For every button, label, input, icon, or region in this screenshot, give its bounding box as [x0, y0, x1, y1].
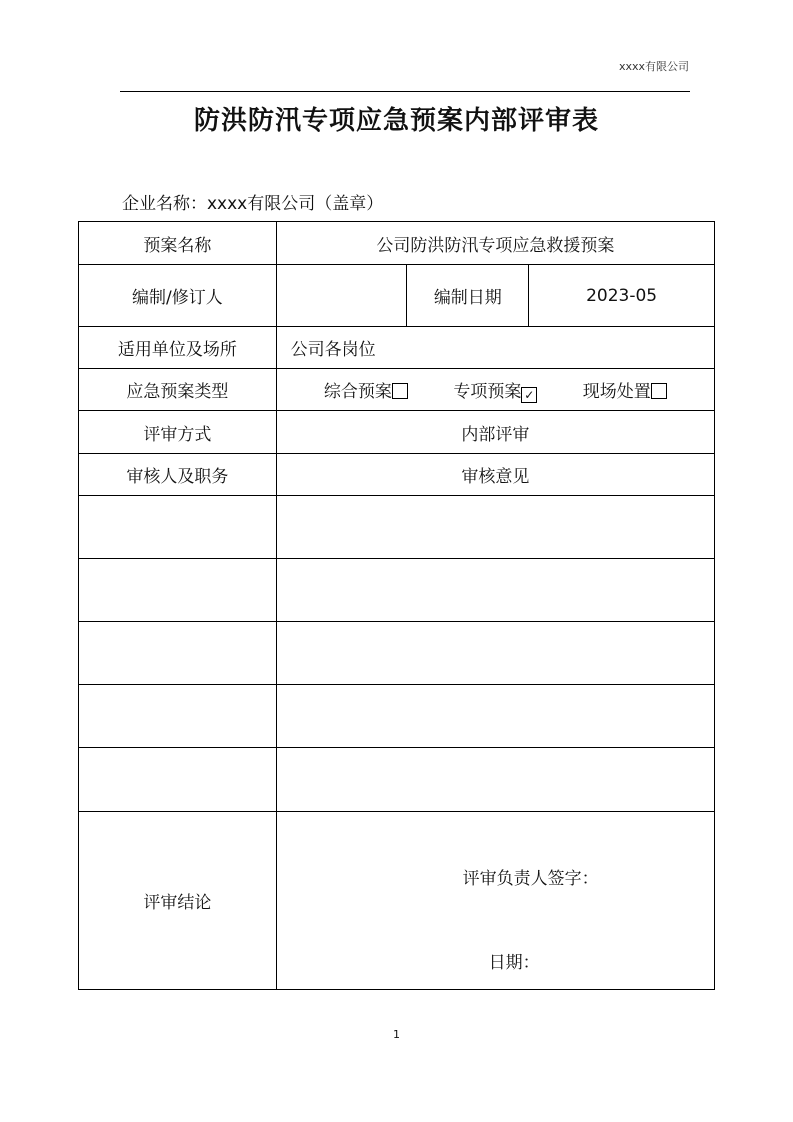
header-divider: [120, 91, 690, 92]
type-comprehensive: 综合预案: [323, 381, 392, 402]
table-row: [79, 748, 715, 812]
conclusion-label: 评审结论: [79, 812, 277, 990]
sign-date-label: 日期：: [488, 953, 540, 973]
editor-label: 编制/修订人: [79, 265, 277, 327]
page-number: 1: [393, 1028, 400, 1041]
plan-name-label: 预案名称: [79, 222, 277, 265]
opinion-label: 审核意见: [276, 454, 714, 496]
table-row: [79, 559, 715, 622]
company-name: 企业名称：xxxx有限公司（盖章）: [122, 194, 384, 214]
checkbox-special[interactable]: ✓: [521, 387, 537, 403]
editor-value: [276, 265, 407, 327]
checkbox-onsite[interactable]: [651, 383, 667, 399]
table-row: [79, 496, 715, 559]
reviewer-label: 审核人及职务: [79, 454, 277, 496]
plan-name: 公司防洪防汛专项应急救援预案: [276, 222, 714, 265]
method-label: 评审方式: [79, 411, 277, 454]
type-label: 应急预案类型: [79, 369, 277, 411]
checkbox-comprehensive[interactable]: [392, 383, 408, 399]
page-title: 防洪防汛专项应急预案内部评审表: [193, 106, 599, 136]
scope-label: 适用单位及场所: [79, 327, 277, 369]
scope-value: 公司各岗位: [276, 327, 714, 369]
date-value: 2023-05: [529, 265, 715, 327]
signature-label: 评审负责人签字：: [462, 869, 599, 889]
page-header: xxxx有限公司: [618, 60, 689, 73]
date-label: 编制日期: [407, 265, 529, 327]
method-value: 内部评审: [276, 411, 714, 454]
review-table: [78, 221, 715, 990]
table-row: [79, 685, 715, 748]
type-special: 专项预案: [453, 381, 522, 402]
plan-type-options: [276, 369, 714, 411]
type-onsite: 现场处置: [582, 381, 651, 402]
table-row: [79, 622, 715, 685]
